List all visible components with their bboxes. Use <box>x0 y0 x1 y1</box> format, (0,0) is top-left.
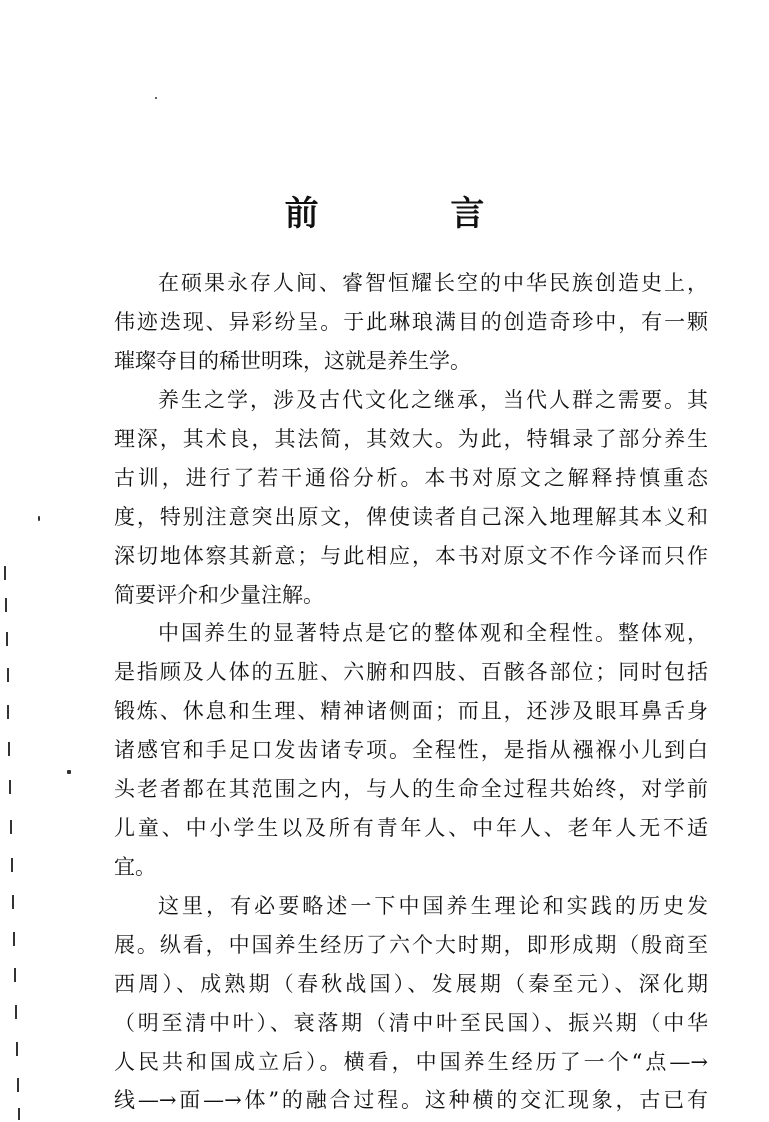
text-line: 宜。 <box>114 855 156 879</box>
text-line: 是指顾及人体的五脏、六腑和四肢、百骸各部位；同时包括 <box>114 660 708 684</box>
text-line: 在硕果永存人间、睿智恒耀长空的中华民族创造史上， <box>158 271 708 295</box>
text-line: （明至清中叶）、衰落期（清中叶至民国）、振兴期（中华 <box>114 1011 708 1035</box>
text-line: 头老者都在其范围之内，与人的生命全过程共始终，对学前 <box>114 777 708 801</box>
page-title: 前 言 <box>284 194 545 234</box>
scan-speck <box>38 516 40 521</box>
text-line: 璀璨夺目的稀世明珠，这就是养生学。 <box>114 349 471 373</box>
text-line: 人民共和国成立后）。横看，中国养生经历了一个“点—→ <box>114 1050 708 1074</box>
scan-speck <box>155 97 157 99</box>
text-line: 中国养生的显著特点是它的整体观和全程性。整体观， <box>158 621 708 645</box>
text-line: 简要评介和少量注解。 <box>114 583 324 607</box>
text-line: 养生之学，涉及古代文化之继承，当代人群之需要。其 <box>158 388 708 412</box>
text-line: 古训，进行了若干通俗分析。本书对原文之解释持慎重态 <box>114 466 708 490</box>
text-line: 伟迹迭现、异彩纷呈。于此琳琅满目的创造奇珍中，有一颗 <box>114 310 708 334</box>
text-line: 展。纵看，中国养生经历了六个大时期，即形成期（殷商至 <box>114 933 708 957</box>
text-line: 线—→面—→体”的融合过程。这种横的交汇现象，古已有 <box>114 1088 708 1112</box>
scan-speck <box>67 770 71 774</box>
text-line: 理深，其术良，其法简，其效大。为此，特辑录了部分养生 <box>114 427 708 451</box>
text-line: 西周）、成熟期（春秋战国）、发展期（秦至元）、深化期 <box>114 972 708 996</box>
text-line: 诸感官和手足口发齿诸专项。全程性，是指从襁褓小儿到白 <box>114 738 708 762</box>
text-line: 度，特别注意突出原文，俾使读者自己深入地理解其本义和 <box>114 505 708 529</box>
text-line: 这里，有必要略述一下中国养生理论和实践的历史发 <box>158 894 708 918</box>
text-line: 锻炼、休息和生理、精神诸侧面；而且，还涉及眼耳鼻舌身 <box>114 699 708 723</box>
text-line: 深切地体察其新意；与此相应，本书对原文不作今译而只作 <box>114 544 708 568</box>
text-line: 儿童、中小学生以及所有青年人、中年人、老年人无不适 <box>114 816 708 840</box>
